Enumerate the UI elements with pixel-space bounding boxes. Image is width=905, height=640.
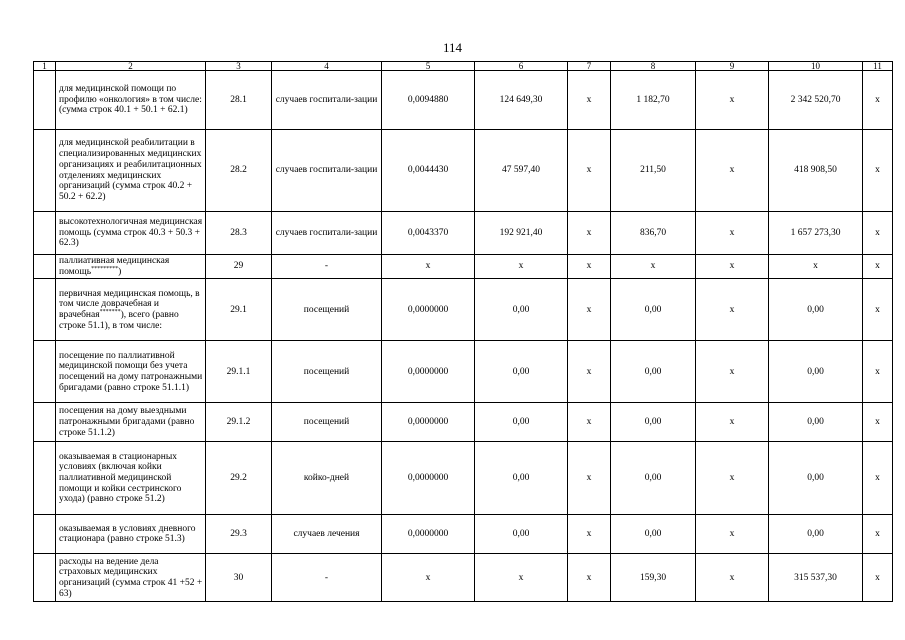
value-col-7: х [568, 442, 611, 515]
value-col-11: х [863, 130, 893, 212]
value-col-7: х [568, 130, 611, 212]
value-col-11: х [863, 403, 893, 442]
footnote-marker: ******* [99, 308, 121, 315]
value-col-6: 124 649,30 [475, 71, 568, 130]
value-col-5: 0,0044430 [382, 130, 475, 212]
row-code: 29 [206, 255, 272, 279]
row-description [56, 212, 206, 255]
value-col-8: 0,00 [611, 515, 696, 554]
row-unit: - [272, 554, 382, 602]
value-col-5: 0,0000000 [382, 442, 475, 515]
row-number-cell [34, 403, 56, 442]
row-number-cell [34, 341, 56, 403]
row-code: 30 [206, 554, 272, 602]
value-col-10: 0,00 [769, 341, 863, 403]
value-col-8: 211,50 [611, 130, 696, 212]
row-number-cell [34, 554, 56, 602]
value-col-11: х [863, 255, 893, 279]
table-row [34, 71, 893, 130]
row-unit: случаев госпитали-зации [272, 71, 382, 130]
table-row [34, 212, 893, 255]
row-unit: случаев лечения [272, 515, 382, 554]
value-col-9: х [696, 71, 769, 130]
row-code: 29.3 [206, 515, 272, 554]
row-number-cell [34, 71, 56, 130]
row-number-cell [34, 515, 56, 554]
value-col-11: х [863, 554, 893, 602]
value-col-7: х [568, 403, 611, 442]
value-col-10: 0,00 [769, 442, 863, 515]
page-number: 114 [442, 40, 463, 55]
row-number-cell [34, 279, 56, 341]
table-row [34, 279, 893, 341]
row-number-cell [34, 442, 56, 515]
value-col-9: х [696, 279, 769, 341]
value-col-9: х [696, 403, 769, 442]
value-col-10: 418 908,50 [769, 130, 863, 212]
value-col-6: 192 921,40 [475, 212, 568, 255]
value-col-7: х [568, 212, 611, 255]
column-header: 10 [769, 62, 863, 71]
column-header: 2 [56, 62, 206, 71]
column-header: 4 [272, 62, 382, 71]
value-col-10: 1 657 273,30 [769, 212, 863, 255]
column-header: 5 [382, 62, 475, 71]
table-row [34, 442, 893, 515]
description-text: первичная медицинская помощь, в том числе доврачебная и врачебная [59, 288, 200, 320]
table-row [34, 554, 893, 602]
data-table [33, 61, 893, 602]
value-col-10: 315 537,30 [769, 554, 863, 602]
value-col-9: х [696, 515, 769, 554]
value-col-9: х [696, 341, 769, 403]
column-header: 1 [34, 62, 56, 71]
value-col-6: 0,00 [475, 279, 568, 341]
row-unit: посещений [272, 279, 382, 341]
value-col-8: 1 182,70 [611, 71, 696, 130]
value-col-6: 0,00 [475, 341, 568, 403]
table-row [34, 403, 893, 442]
value-col-6: 0,00 [475, 515, 568, 554]
description-text: для медицинской реабилитации в специализированных медицинских организациях и реабилитационных отделениях медицинских организаций (сумма строк 40.2 + 50.2 + 62.2) [59, 138, 202, 202]
value-col-5: х [382, 554, 475, 602]
table-row [34, 515, 893, 554]
row-number-cell [34, 255, 56, 279]
row-description [56, 442, 206, 515]
value-col-11: х [863, 212, 893, 255]
row-number-cell [34, 212, 56, 255]
value-col-8: 836,70 [611, 212, 696, 255]
value-col-11: х [863, 71, 893, 130]
value-col-8: 0,00 [611, 279, 696, 341]
row-description [56, 341, 206, 403]
row-number-cell [34, 130, 56, 212]
value-col-9: х [696, 255, 769, 279]
value-col-5: 0,0000000 [382, 341, 475, 403]
value-col-6: х [475, 255, 568, 279]
value-col-6: 0,00 [475, 403, 568, 442]
value-col-10: х [769, 255, 863, 279]
value-col-7: х [568, 515, 611, 554]
row-description [56, 130, 206, 212]
row-description [56, 515, 206, 554]
value-col-5: 0,0000000 [382, 515, 475, 554]
row-unit: посещений [272, 341, 382, 403]
value-col-5: 0,0094880 [382, 71, 475, 130]
row-description [56, 554, 206, 602]
description-text: расходы на ведение дела страховых медицинских организаций (сумма строк 41 +52 + 63) [59, 556, 203, 599]
column-header: 8 [611, 62, 696, 71]
description-text: для медицинской помощи по профилю «онкология» в том числе: (сумма строк 40.1 + 50.1 + 62.1) [59, 83, 202, 116]
table-row [34, 130, 893, 212]
row-code: 28.2 [206, 130, 272, 212]
value-col-5: х [382, 255, 475, 279]
description-tail: ) [118, 266, 122, 277]
row-unit: койко-дней [272, 442, 382, 515]
value-col-9: х [696, 130, 769, 212]
row-unit: посещений [272, 403, 382, 442]
value-col-7: х [568, 554, 611, 602]
value-col-6: 0,00 [475, 442, 568, 515]
row-code: 28.1 [206, 71, 272, 130]
value-col-8: х [611, 255, 696, 279]
column-header: 11 [863, 62, 893, 71]
value-col-11: х [863, 279, 893, 341]
description-text: паллиативная медицинская помощь [59, 256, 170, 277]
row-unit: - [272, 255, 382, 279]
row-code: 29.2 [206, 442, 272, 515]
row-code: 29.1.2 [206, 403, 272, 442]
value-col-7: х [568, 71, 611, 130]
description-text: посещения на дому выездными патронажными бригадами (равно строке 51.1.2) [59, 406, 195, 438]
value-col-7: х [568, 279, 611, 341]
value-col-8: 0,00 [611, 403, 696, 442]
header-row [34, 62, 893, 71]
value-col-10: 0,00 [769, 515, 863, 554]
row-code: 29.1 [206, 279, 272, 341]
value-col-7: х [568, 255, 611, 279]
description-text: оказываемая в стационарных условиях (включая койки паллиативной медицинской помощи и койки сестринского ухода) (равно строке 51.2) [59, 451, 182, 505]
value-col-11: х [863, 515, 893, 554]
column-header: 6 [475, 62, 568, 71]
value-col-8: 159,30 [611, 554, 696, 602]
value-col-10: 0,00 [769, 403, 863, 442]
footnote-marker: ********* [91, 265, 119, 272]
row-description [56, 71, 206, 130]
description-text: посещение по паллиативной медицинской помощи без учета посещений на дому патронажными бригадами (равно строке 51.1.1) [59, 350, 203, 393]
value-col-11: х [863, 442, 893, 515]
column-header: 3 [206, 62, 272, 71]
description-text: высокотехнологичная медицинская помощь (сумма строк 40.3 + 50.3 + 62.3) [59, 216, 203, 249]
value-col-8: 0,00 [611, 341, 696, 403]
row-unit: случаев госпитали-зации [272, 212, 382, 255]
row-description [56, 403, 206, 442]
table-row [34, 255, 893, 279]
value-col-5: 0,0043370 [382, 212, 475, 255]
description-text: оказываемая в условиях дневного стационара (равно строке 51.3) [59, 523, 196, 545]
table-row [34, 341, 893, 403]
value-col-5: 0,0000000 [382, 279, 475, 341]
row-description [56, 279, 206, 341]
description-tail: ), всего (равно строке 51.1), в том числе: [59, 309, 179, 331]
value-col-10: 0,00 [769, 279, 863, 341]
value-col-10: 2 342 520,70 [769, 71, 863, 130]
row-description [56, 255, 206, 279]
value-col-9: х [696, 554, 769, 602]
row-code: 29.1.1 [206, 341, 272, 403]
value-col-5: 0,0000000 [382, 403, 475, 442]
row-unit: случаев госпитали-зации [272, 130, 382, 212]
value-col-8: 0,00 [611, 442, 696, 515]
value-col-11: х [863, 341, 893, 403]
column-header: 9 [696, 62, 769, 71]
column-header: 7 [568, 62, 611, 71]
value-col-9: х [696, 442, 769, 515]
row-code: 28.3 [206, 212, 272, 255]
value-col-6: 47 597,40 [475, 130, 568, 212]
value-col-7: х [568, 341, 611, 403]
value-col-6: х [475, 554, 568, 602]
value-col-9: х [696, 212, 769, 255]
